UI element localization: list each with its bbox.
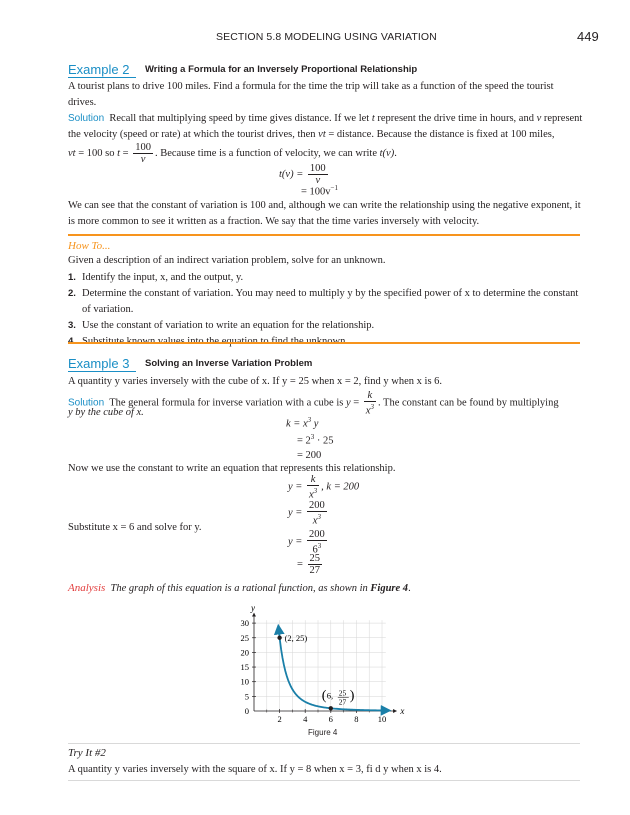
var-vt: vt (318, 129, 326, 140)
solution-label: Solution (68, 397, 105, 409)
page-number: 449 (577, 29, 599, 44)
eq-y1 (288, 474, 359, 501)
howto-intro: Given a description of an indirect variation problem, solve for an unknown. (68, 255, 386, 266)
list-item (68, 286, 580, 318)
section-header (216, 31, 437, 43)
eq-text: · 25 (314, 435, 334, 447)
numerator: 100 (309, 163, 326, 174)
var-t: t (117, 147, 121, 159)
paren: ( (321, 688, 327, 704)
example2-solution (68, 111, 583, 165)
y-tick-label: 15 (240, 662, 249, 673)
divider (68, 342, 580, 344)
figure-ref: Figure 4 (370, 583, 409, 594)
eq-lhs: t(v) = (279, 168, 304, 180)
denominator: x (309, 489, 314, 501)
example2-solution-line2 (68, 127, 583, 143)
var-vt: vt (68, 147, 76, 159)
example2-problem: A tourist plans to drive 100 miles. Find a formula for the time the trip will take as a function of the speed the tourist drives. (68, 81, 554, 108)
howto-steps (68, 270, 580, 350)
numerator: 25 (309, 553, 321, 564)
step-number: 3. (68, 320, 76, 331)
exponent: 3 (317, 542, 322, 550)
denominator: 27 (309, 565, 321, 576)
fraction (308, 553, 323, 576)
y-tick-label: 0 (244, 706, 249, 716)
text: represent (541, 113, 583, 124)
example2-label: Example 2 (68, 62, 130, 77)
text: = (120, 147, 132, 159)
x-tick-label: 10 (377, 714, 387, 724)
section-prefix: SECTION 5.8 (216, 31, 282, 43)
text: Recall that multiplying speed by time gives distance. If we let (109, 113, 372, 124)
text: . The constant can be found by multiplying (377, 397, 559, 409)
y-tick-label: 20 (240, 647, 249, 658)
x-axis-label: x (400, 706, 405, 716)
divider (68, 743, 580, 744)
data-point-1 (277, 636, 281, 640)
var-y: y (345, 397, 351, 409)
eq-k1 (286, 416, 318, 430)
text: The general formula for inverse variation with a cube is (109, 397, 346, 409)
numerator: 100 (135, 142, 151, 153)
text: . (408, 583, 411, 594)
exponent: −1 (330, 184, 338, 192)
var-v: v (536, 113, 542, 124)
example3-subst-text: Substitute x = 6 and solve for y. (68, 522, 202, 533)
text: = distance. Because the distance is fixed at 100 miles, (325, 129, 555, 140)
example3-now-text: Now we use the constant to write an equation that represents this relationship. (68, 463, 396, 474)
fraction (364, 390, 376, 417)
var-tv: t(v) (379, 147, 395, 159)
data-point-2 (329, 706, 333, 710)
exponent: 3 (370, 403, 374, 411)
example2-label-box (68, 61, 136, 78)
step-text: Use the constant of variation to write an equation for the relationship. (82, 320, 375, 331)
eq-lhs: y = (288, 507, 303, 519)
tryit-text: A quantity y varies inversely with the square of x. If y = 8 when x = 3, fi d y when x is 4. (68, 764, 442, 775)
howto-label: How To... (68, 240, 111, 252)
eq-lhs: y = (288, 536, 303, 548)
eq-text: = 2 (297, 435, 311, 447)
eq-lhs: y = (288, 481, 303, 493)
analysis-label: Analysis (68, 582, 106, 594)
label-x: 6, (326, 690, 334, 701)
solution-label: Solution (68, 113, 105, 124)
denominator: v (140, 154, 146, 165)
example2-solution-line1 (68, 111, 583, 127)
step-number: 2. (68, 288, 76, 299)
eq-text: = (297, 558, 303, 570)
denominator: x (312, 515, 318, 527)
numerator: 200 (309, 529, 325, 540)
step-number: 1. (68, 272, 76, 283)
example2-title: Writing a Formula for an Inversely Proportional Relationship (145, 64, 418, 75)
denominator: 6 (312, 544, 318, 556)
y-tick-label: 30 (240, 618, 249, 629)
numerator: k (307, 474, 319, 486)
point-label-2-25: (2, 25) (284, 632, 308, 643)
example3-problem: A quantity y varies inversely with the cube of x. If y = 25 when x = 2, find y when x is 6. (68, 376, 443, 387)
eq-k2 (297, 433, 334, 447)
y-tick-label: 10 (240, 676, 249, 687)
fraction (308, 163, 328, 186)
fraction (307, 474, 319, 501)
text: . (394, 147, 397, 159)
denominator: v (315, 175, 321, 186)
eq-tv (279, 163, 330, 186)
example3-title: Solving an Inverse Variation Problem (145, 358, 313, 369)
y-tick-label: 5 (244, 691, 249, 702)
x-tick-label: 2 (277, 714, 282, 724)
divider (68, 780, 580, 781)
example3-solution (68, 390, 583, 417)
fraction (133, 142, 153, 165)
list-item (68, 270, 580, 286)
paren: ) (349, 688, 355, 704)
text: = (350, 397, 362, 409)
step-text: Identify the input, x, and the output, y. (82, 272, 244, 283)
y-tick-label: 25 (240, 632, 249, 643)
label-num: 25 (338, 688, 347, 698)
exponent: 3 (310, 433, 315, 441)
eq-y2 (288, 500, 329, 527)
eq-text: y (311, 418, 319, 430)
analysis-text: The graph of this equation is a rational function, as shown in (110, 583, 371, 594)
list-item (68, 318, 580, 334)
var-t: t (371, 113, 375, 124)
fraction (307, 500, 327, 527)
label-den: 27 (338, 697, 347, 707)
divider (68, 234, 580, 236)
analysis (68, 580, 580, 597)
example2-closing: We can see that the constant of variation is 100 and, although we can write the relationship using the negative exponent, it is more common to see it written as a fraction. We say that the time varies inversely with velocity. (68, 200, 581, 227)
y-axis-label: y (251, 603, 255, 614)
x-tick-label: 4 (303, 714, 308, 724)
text: . Because time is a function of velocity, we can write (154, 147, 380, 159)
eq-text: = 100v (301, 186, 331, 198)
exponent: 3 (307, 416, 312, 424)
numerator: k (364, 390, 376, 402)
grid-lines (254, 620, 386, 711)
text: the velocity (speed or rate) at which the tourist drives, then (68, 129, 319, 140)
x-tick-label: 6 (328, 714, 333, 724)
denominator: x (365, 405, 371, 417)
eq-k3: = 200 (297, 450, 322, 461)
eq-text: , k = 200 (321, 481, 360, 493)
exponent: 3 (317, 513, 321, 521)
text: represent the drive time in hours, and (374, 113, 537, 124)
eq-y3 (288, 529, 329, 556)
numerator: 200 (309, 500, 325, 511)
figure-caption: Figure 4 (308, 728, 338, 737)
point-label-6-25-27 (322, 688, 355, 706)
tick-labels (241, 618, 387, 724)
text: = 100 so (75, 147, 118, 159)
eq-text: k = x (286, 418, 308, 430)
example3-label-box (68, 355, 136, 372)
step-text: Determine the constant of variation. You may need to multiply y by the specified power of x to determine the constant of variation. (82, 288, 579, 315)
x-tick-label: 8 (354, 714, 359, 724)
eq-100v (301, 184, 338, 198)
example3-label: Example 3 (68, 356, 130, 371)
example3-solution-line2: y by the cube of x. (68, 407, 144, 418)
eq-y4 (297, 553, 324, 576)
exponent: 3 (313, 487, 318, 495)
rational-function-graph (220, 596, 420, 741)
fraction (307, 529, 327, 556)
example2-solution-line3 (68, 142, 583, 165)
section-title: MODELING USING VARIATION (284, 31, 437, 43)
tryit-label: Try It #2 (68, 747, 106, 759)
